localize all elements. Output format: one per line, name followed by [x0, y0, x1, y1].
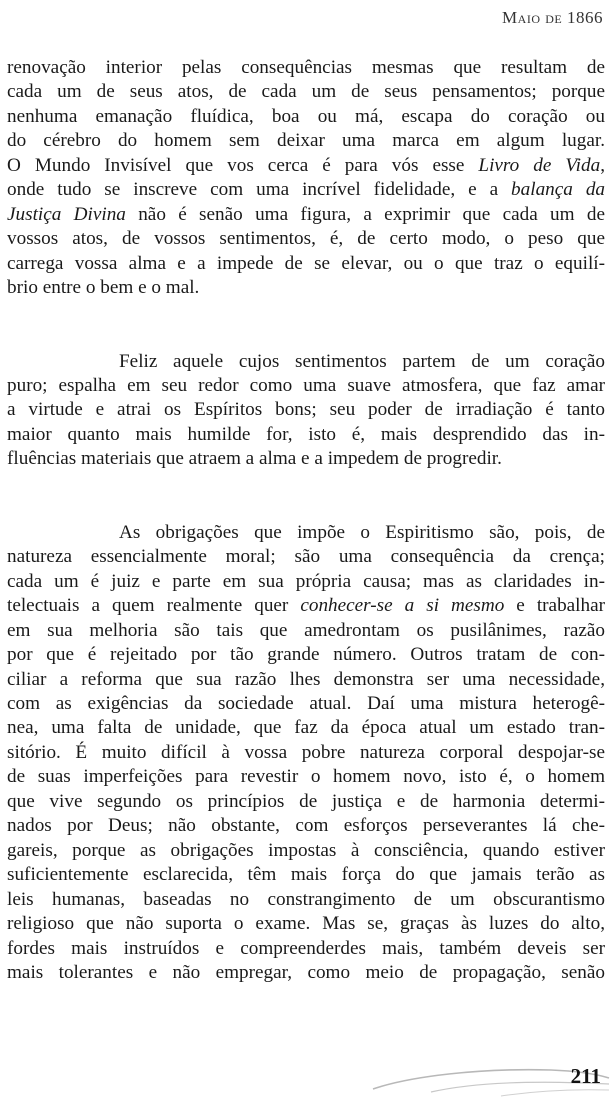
running-header: Maio de 1866	[502, 8, 603, 27]
italic-term: Livro de Vida	[478, 154, 601, 176]
text-line: vossos atos, de vossos sentimentos, é, de certo modo, o peso que	[7, 228, 605, 250]
italic-term: Justiça Divina	[7, 203, 126, 225]
text-line: fluências materiais que atraem a alma e a impedem de progredir.	[7, 448, 502, 470]
text-line: maior quanto mais humilde for, isto é, mais desprendido das in-	[7, 423, 605, 445]
text-line: nenhuma emanação fluídica, boa ou má, escapa do coração ou	[7, 105, 605, 127]
italic-term: conhecer-se a si mesmo	[300, 595, 505, 617]
text-line: cada um é juiz e parte em sua própria causa; mas as claridades in-	[7, 570, 605, 592]
text-line: Feliz aquele cujos sentimentos partem de um coração	[119, 350, 605, 372]
paragraph-3	[7, 521, 605, 986]
text-line: de suas imperfeições para revestir o homem novo, isto é, o homem	[7, 766, 605, 788]
text-line: gareis, porque as obrigações impostas à consciência, quando estiver	[7, 839, 605, 861]
text-line: suficientemente esclarecida, têm mais força do que jamais terão as	[7, 864, 605, 886]
text-line: a virtude e atrai os Espíritos bons; seu poder de irradiação é tanto	[7, 399, 605, 421]
italic-term: balança da	[511, 179, 606, 201]
text-line: O Mundo Invisível que vos cerca é para vós esse Livro de Vida,	[7, 154, 605, 176]
text-line: por que é rejeitado por tão grande número. Outros tratam de con-	[7, 644, 605, 666]
text-line: ciliar a reforma que sua razão lhes demonstra ser uma necessidade,	[7, 668, 605, 690]
text-line: telectuais a quem realmente quer conhecer-se a si mesmo e trabalhar	[7, 595, 606, 617]
paragraph-1	[7, 56, 605, 301]
text-line: religioso que não suporta o exame. Mas se, graças às luzes do alto,	[7, 913, 605, 935]
text-line: renovação interior pelas consequências mesmas que resultam de	[7, 57, 605, 78]
text-line: em sua melhoria são tais que amedrontam os pusilânimes, razão	[7, 619, 605, 641]
body-text	[7, 56, 605, 985]
text-line: Justiça Divina não é senão uma figura, a exprimir que cada um de	[7, 203, 605, 225]
page-number: 211	[570, 1064, 601, 1088]
text-line: fordes mais instruídos e compreenderdes mais, também deveis ser	[7, 937, 605, 959]
text-line: mais tolerantes e não empregar, como meio de propagação, senão	[7, 961, 605, 983]
text-line: natureza essencialmente moral; são uma consequência da crença;	[7, 546, 605, 568]
text-line: leis humanas, baseadas no constrangimento de um obscurantismo	[7, 888, 605, 910]
text-line: As obrigações que impõe o Espiritismo são, pois, de	[119, 521, 605, 543]
text-line: sitório. É muito difícil à vossa pobre natureza corporal despojar-se	[7, 741, 605, 763]
text-line: brio entre o bem e o mal.	[7, 277, 200, 299]
text-line: nea, uma falta de unidade, que faz da época atual um estado tran-	[7, 717, 605, 739]
text-line: cada um de seus atos, de cada um de seus pensamentos; porque	[7, 81, 605, 103]
text-line: puro; espalha em seu redor como uma suave atmosfera, que faz amar	[7, 374, 605, 396]
text-line: carrega vossa alma e a impede de se elevar, ou o que traz o equilí-	[7, 252, 605, 274]
text-line: onde tudo se inscreve com uma incrível fidelidade, e a balança da	[7, 179, 606, 201]
paragraph-2	[7, 350, 605, 472]
text-line: que vive segundo os princípios de justiça e de harmonia determi-	[7, 790, 605, 812]
text-line: com as exigências da sociedade atual. Daí uma mistura heterogê-	[7, 692, 605, 714]
text-line: do cérebro do homem sem deixar uma marca em algum lugar.	[7, 130, 605, 152]
text-line: nados por Deus; não obstante, com esforços perseverantes lá che-	[7, 815, 605, 837]
